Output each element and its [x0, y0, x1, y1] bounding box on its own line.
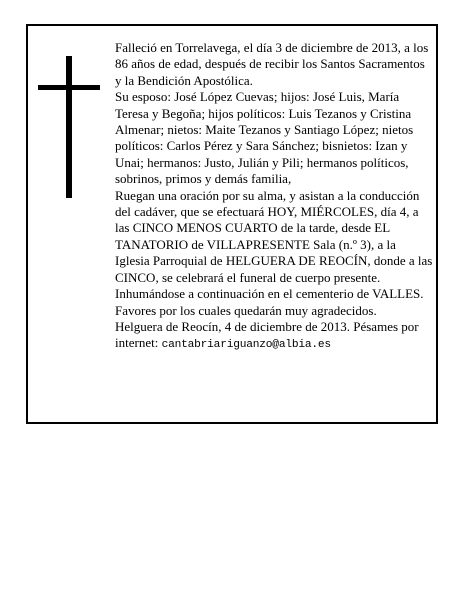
death-announcement: Falleció en Torrelavega, el día 3 de diciembre de 2013, a los 86 años de edad, después de recibir los Santos Sacramentos y la Bendición Apostólica.: [115, 40, 429, 88]
place-date-condolences: [115, 319, 433, 354]
obituary-notice: [26, 24, 438, 424]
obituary-text: [115, 40, 433, 354]
condolences-text: Helguera de Reocín, 4 de diciembre de 2013. Pésames por internet:: [115, 318, 419, 351]
cross-vertical-bar: [66, 56, 72, 198]
funeral-details: Ruegan una oración por su alma, y asistan a la conducción del cadáver, que se efectuará HOY, MIÉRCOLES, día 4, a las CINCO MENOS CUARTO de la tarde, desde EL TANATORIO de VILLAPRESENTE Sala (n.º 3), a la Iglesia Parroquial de HELGUERA DE REOCÍN, donde a las CINCO, se celebrará el funeral de cuerpo presente. Inhumándose a continuación en el cementerio de VALLES. Favores por los cuales quedarán muy agradecidos.: [115, 187, 433, 318]
cross-horizontal-bar: [38, 85, 100, 90]
family-list: Su esposo: José López Cuevas; hijos: José Luis, María Teresa y Begoña; hijos políticos: Luis Tezanos y Cristina Almenar; nietos: Maite Tezanos y Santiago López; nietos políticos: Carlos Pérez y Sara Sánchez; bisnietos: Izan y Unai; hermanos: Justo, Julián y Pili; hermanos políticos, sobrinos, primos y demás familia,: [115, 89, 414, 187]
condolence-email: cantabriariguanzo@albia.es: [161, 339, 331, 352]
